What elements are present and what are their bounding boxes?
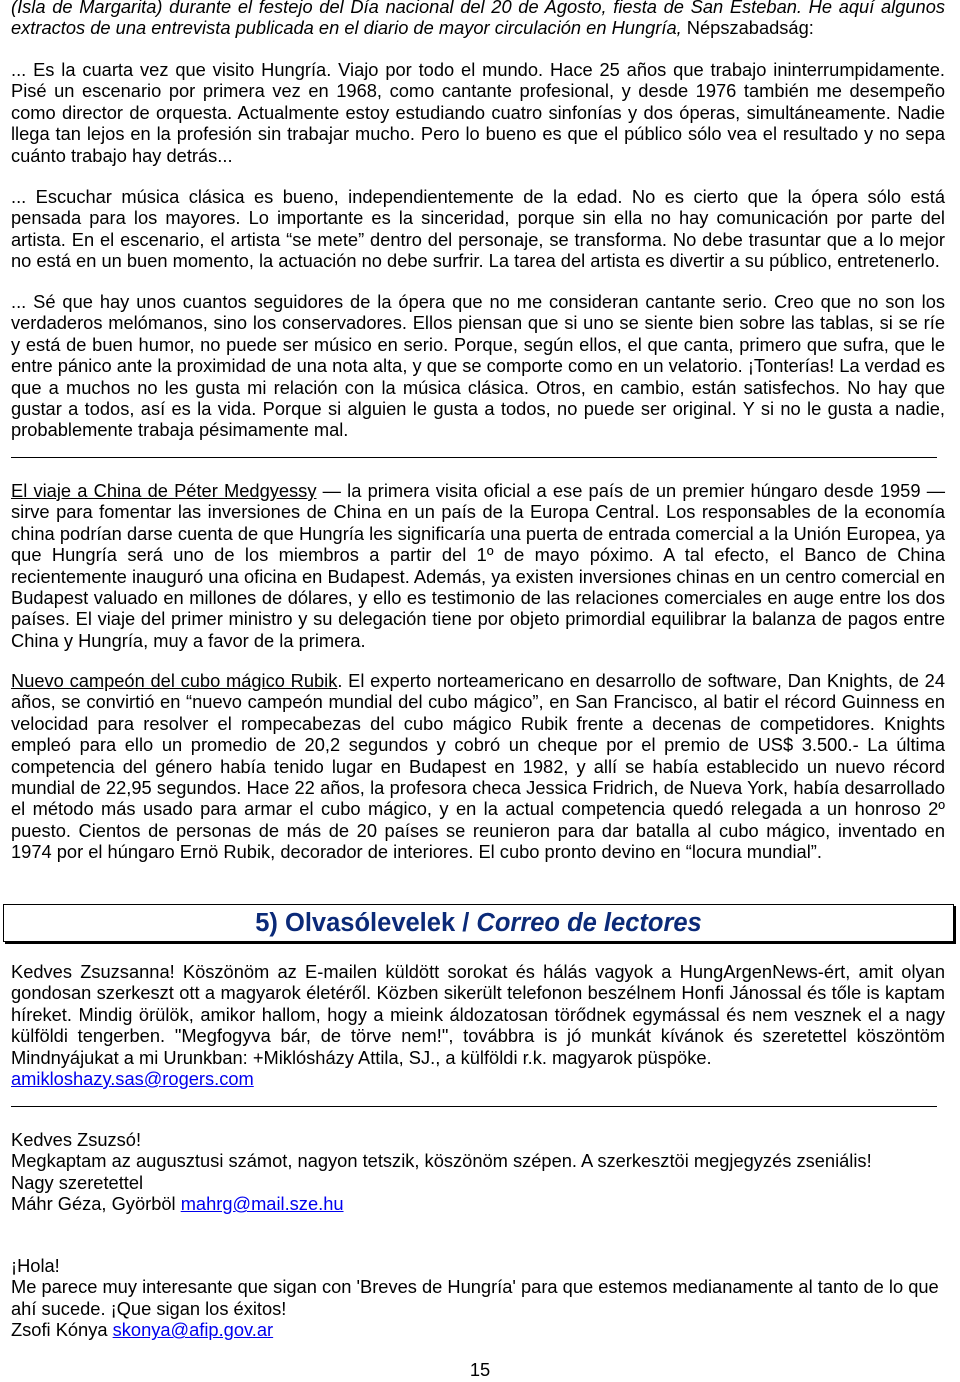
letter-signature-line	[11, 1193, 945, 1214]
letter-greeting: Kedves Zsuzsó!	[11, 1129, 142, 1150]
letter-email-link[interactable]: skonya@afip.gov.ar	[112, 1319, 274, 1341]
section-heading-subtitle: Correo de lectores	[476, 909, 702, 937]
letter-closing: Nagy szeretettel	[11, 1171, 144, 1193]
letter-email-line	[11, 1068, 945, 1089]
letter-email-link[interactable]: mahrg@mail.sze.hu	[180, 1193, 344, 1215]
reader-letter	[11, 1129, 945, 1215]
section-heading-title: 5) Olvasólevelek /	[255, 909, 470, 937]
intro-text: (Isla de Margarita) durante el festejo del Día nacional del 20 de Agosto, fiesta de San Esteban. He aquí algunos extractos de una entrevista publicada en el diario de mayor circulación en Hungría,	[11, 0, 945, 39]
news-title: Nuevo campeón del cubo mágico Rubik	[11, 670, 338, 691]
news-body: . El experto norteamericano en desarrollo de software, Dan Knights, de 24 años, se convirtió en “nuevo campeón mundial del cubo mágico”, en San Francisco, al batir el récord Guinness en velocidad para resolver el rompecabezas del cubo mágico Rubik frente a decenas de competidores. Knights empleó para ello un promedio de 20,2 segundos y cobró un cheque por el premio de US$ 3.500.- La última competencia del género había tenido lugar en Budapest en 1982, y allí se había establecido un nuevo récord mundial de 22,95 segundos. Hace 22 años, la profesora checa Jessica Fridrich, de Nueva York, había desarrollado el método más usado para armar el cubo mágico, y en la actual competencia quedó relegada a un honroso 2º puesto. Cientos de personas de más de 20 países se reunieron para dar batalla al cubo mágico, inventado en 1974 por el húngaro Ernö Rubik, decorador de interiores. El cubo pronto devino en “locura mundial”.	[11, 670, 946, 863]
news-body: — la primera visita oficial a ese país de un premier húngaro desde 1959 — sirve para fomentar las inversiones de China en un país de la Europa Central. Los responsables de la economía china podrían darse cuenta de que Hungría les significaría una puerta de entrada comercial a la Unión Europea, ya que Hungría será uno de los miembros a partir del 1º de mayo póximo. A tal efecto, el Banco de China recientemente inauguró una oficina en Budapest. Además, ya existen inversiones chinas en un centro comercial en Budapest valuado en millones de dólares, y ello es testimonio de las relaciones comerciales en auge entre los dos países. El viaje del primer ministro y su delegación tiene por objeto primordial equilibrar la balanza de pagos entre China y Hungría, muy a favor de la primera.	[11, 480, 945, 651]
newspaper-name: Népszabadság:	[686, 17, 814, 39]
intro-paragraph	[11, 0, 945, 39]
reader-letter	[11, 1255, 945, 1341]
letter-body: Me parece muy interesante que sigan con 'Breves de Hungría' para que estemos medianamente al tanto de lo que ahí sucede. ¡Que sigan los éxitos!	[11, 1276, 939, 1319]
interview-excerpt: ... Escuchar música clásica es bueno, independientemente de la edad. No es cierto que la ópera sólo está pensada para los mayores. Lo importante es la sinceridad, porque sin ella no hay comunicación por parte del artista. En el escenario, el artista “se mete” dentro del personaje, se transforma. No debe trasuntar que a lo mejor no está en un buen momento, la actuación no debe surfrir. La tarea del artista es divertir a su público, entretenerlo.	[11, 186, 945, 272]
interview-excerpt: ... Es la cuarta vez que visito Hungría. Viajo por todo el mundo. Hace 25 años que trabajo ininterrumpidamente. Pisé un escenario por primera vez en 1968, como cantante profesional, y desde 1976 también me desempeño como director de orquesta. Actualmente estoy estudiando cuatro sinfonías y dos óperas, simultáneamente. Nadie llega tan lejos en la profesión sin trabajar mucho. Pero lo bueno es que el público sólo vea el resultado y no sepa cuánto trabajo hay detrás...	[11, 59, 945, 166]
letter-greeting: ¡Hola!	[11, 1255, 60, 1276]
letter-signature-line	[11, 1319, 945, 1340]
letter-signature: Máhr Géza, Györböl	[11, 1193, 176, 1215]
news-item	[11, 670, 945, 863]
section-divider	[11, 1106, 937, 1107]
news-item	[11, 480, 945, 651]
letter-email-link[interactable]: amikloshazy.sas@rogers.com	[11, 1068, 254, 1090]
interview-excerpt: ... Sé que hay unos cuantos seguidores de la ópera que no me consideran cantante serio. Creo que no son los verdaderos melómanos, sino los conservadores. Ellos piensan que si uno se siente bien sobre las tablas, si se ríe y está de buen humor, no puede ser músico en serio. Porque, según ellos, el que canta, primero que sufra, que le entre pánico ante la proximidad de una nota alta, y que se comporte como en un velatorio. ¡Tonterías! La verdad es que a muchos no les gusta mi relación con la música clásica. Otros, en cambio, están satisfechos. No hay que gustar a todos, así es la vida. Porque si alguien le gusta a todos, no puede ser original. Y si no le gusta a nadie, probablemente trabaja pésimamente mal.	[11, 291, 945, 441]
letter-signature: Zsofi Kónya	[11, 1319, 108, 1341]
letter-body: Kedves Zsuzsanna! Köszönöm az E-mailen küldött sorokat és hálás vagyok a HungArgenNews-ért, amit olyan gondosan szerkeszt ott a magyarok életéről. Közben sikerült telefonon beszélnem Honfi Jánossal és tőle is kaptam híreket. Mindig örülök, amikor hallom, hogy a mieink áldozatosan törődnek egymással és nem vesznek el a nagy külföldi tengerben. "Megfogyva bár, de törve nem!", továbbra is jó munkát kívánok és szeretettel köszöntöm Mindnyájukat a mi Urunkban: +Miklósházy Attila, SJ., a külföldi r.k. magyarok püspöke.	[11, 961, 945, 1068]
section-heading	[3, 904, 954, 942]
news-title: El viaje a China de Péter Medgyessy	[11, 480, 317, 501]
page-number: 15	[469, 1359, 491, 1380]
reader-letter	[11, 961, 945, 1089]
section-divider	[11, 457, 937, 458]
letter-body: Megkaptam az augusztusi számot, nagyon tetszik, köszönöm szépen. A szerkesztöi megjegyzés zseniális!	[11, 1150, 872, 1172]
